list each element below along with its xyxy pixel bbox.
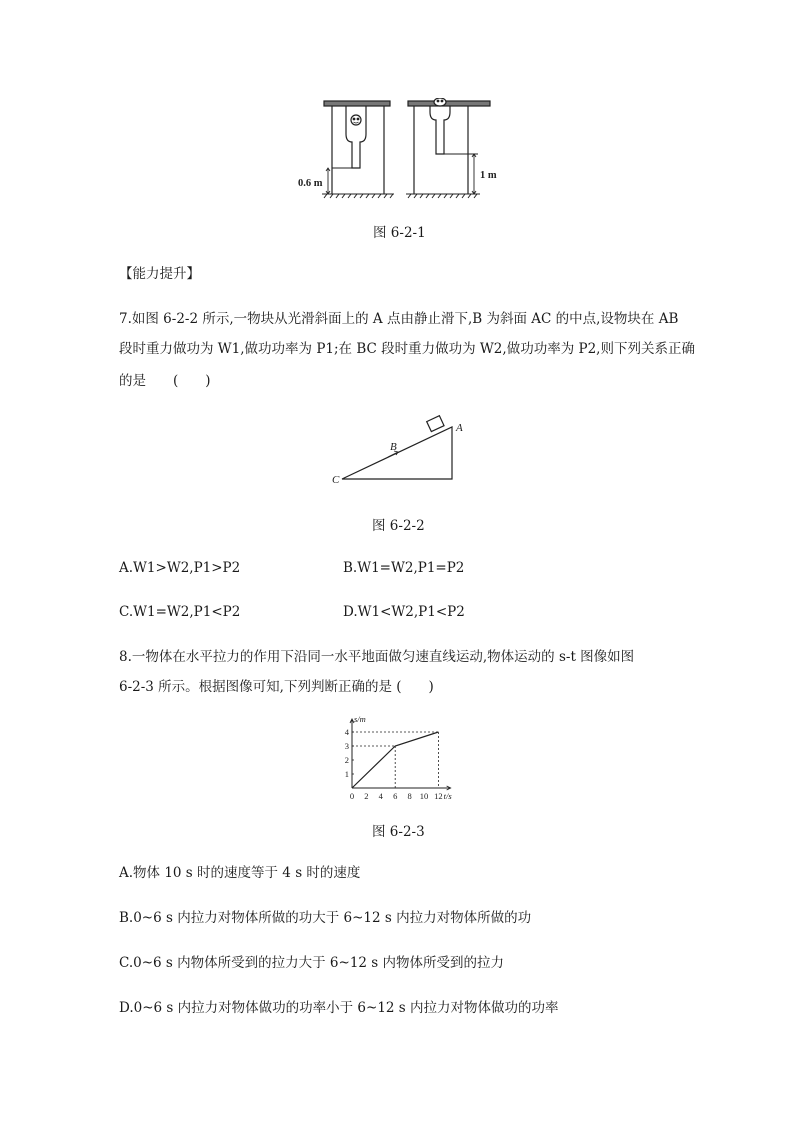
ground-left xyxy=(322,194,394,198)
figure-6-2-1 xyxy=(290,98,510,200)
left-height-label: 0.6 m xyxy=(298,178,323,189)
q7-option-c[interactable]: C.W1=W2,P1<P2 xyxy=(119,604,241,620)
q7-option-a[interactable]: A.W1>W2,P1>P2 xyxy=(119,560,241,576)
q7-line-1: 7.如图 6-2-2 所示,一物块从光滑斜面上的 A 点由静止滑下,B 为斜面 AC 的中点,设物块在 AB xyxy=(119,311,679,327)
y-tick-label: 4 xyxy=(344,727,349,737)
x-tick-label: 0 xyxy=(349,791,355,801)
point-a-label: A xyxy=(456,422,463,434)
sliding-block xyxy=(427,416,444,432)
x-tick-label: 2 xyxy=(364,791,369,801)
q7-line-3: 的是 ( ) xyxy=(119,373,211,389)
point-b-label: B xyxy=(390,441,397,453)
q8-line-1: 8.一物体在水平拉力的作用下沿同一水平地面做匀速直线运动,物体运动的 s-t 图像如图 xyxy=(119,649,635,665)
figure-6-2-3-caption: 图 6-2-3 xyxy=(372,824,425,840)
q8-line-2: 6-2-3 所示。根据图像可知,下列判断正确的是 ( ) xyxy=(119,679,434,695)
right-container xyxy=(408,98,490,194)
x-tick-label: 6 xyxy=(393,791,398,801)
q7-option-b[interactable]: B.W1=W2,P1=P2 xyxy=(343,560,465,576)
x-tick-label: 8 xyxy=(407,791,412,801)
q8-option-b[interactable]: B.0~6 s 内拉力对物体所做的功大于 6~12 s 内拉力对物体所做的功 xyxy=(119,910,532,926)
st-graph xyxy=(338,712,458,804)
point-c-label: C xyxy=(332,474,340,486)
x-tick-label: 4 xyxy=(378,791,383,801)
y-tick-label: 1 xyxy=(344,769,349,779)
q8-option-a[interactable]: A.物体 10 s 时的速度等于 4 s 时的速度 xyxy=(119,865,361,881)
ground-right xyxy=(406,194,480,198)
y-tick-label: 2 xyxy=(344,755,349,765)
x-tick-label: 12 xyxy=(434,791,443,801)
y-tick-label: 3 xyxy=(344,741,349,751)
section-heading: 【能力提升】 xyxy=(119,266,200,282)
q8-option-c[interactable]: C.0~6 s 内物体所受到的拉力大于 6~12 s 内物体所受到的拉力 xyxy=(119,955,505,971)
y-axis-label: s/m xyxy=(354,714,366,724)
q8-option-d[interactable]: D.0~6 s 内拉力对物体做功的功率小于 6~12 s 内拉力对物体做功的功率 xyxy=(119,1000,559,1016)
right-height-label: 1 m xyxy=(480,170,497,181)
q7-line-2: 段时重力做功为 W1,做功功率为 P1;在 BC 段时重力做功为 W2,做功功率为 P2,则下列关系正确 xyxy=(119,341,695,357)
q7-option-d[interactable]: D.W1<W2,P1<P2 xyxy=(343,604,465,620)
figure-6-2-2-caption: 图 6-2-2 xyxy=(372,518,425,534)
x-tick-label: 10 xyxy=(419,791,429,801)
x-axis-label: t/s xyxy=(443,791,452,801)
figure-6-2-2-incline xyxy=(328,413,478,489)
left-container xyxy=(324,101,390,194)
figure-6-2-1-caption: 图 6-2-1 xyxy=(373,225,426,241)
